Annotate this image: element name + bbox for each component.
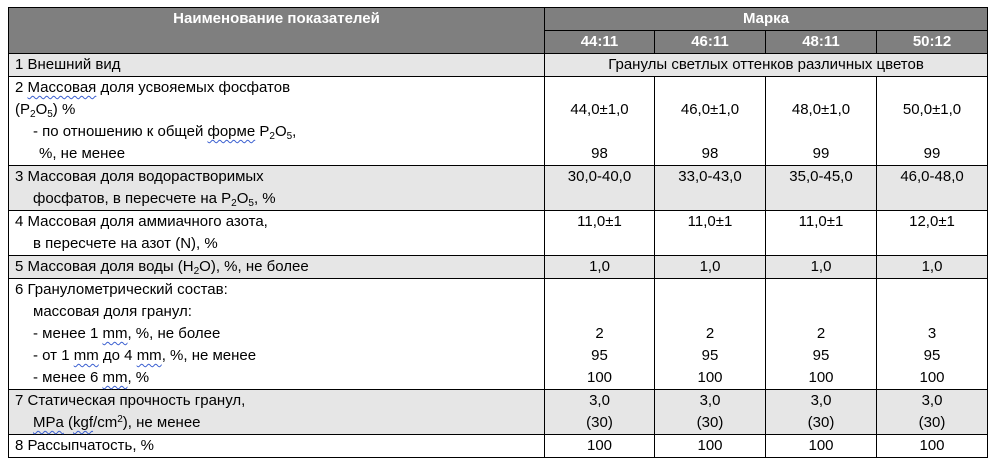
table-row [9, 435, 988, 458]
row-value: 1,0 [766, 256, 877, 279]
row-label: 7 Статическая прочность гранул, MPa $(kgf/cm^2)$, не менее [9, 390, 545, 435]
row-value: 44,0±1,0 98 [545, 77, 655, 166]
row-value: 1,0 [655, 256, 766, 279]
row-label: 6 Гранулометрический состав: массовая доля гранул: - менее 1 mm, %, не более - от 1 mm до 4 mm, %, не менее - менее 6 mm, % [9, 279, 545, 390]
row-value: 2 95 100 [766, 279, 877, 390]
row-value: 33,0-43,0 [655, 166, 766, 211]
row-label: 1 Внешний вид [9, 54, 545, 77]
grade-header: 48:11 [766, 31, 877, 54]
row-value: 48,0±1,0 99 [766, 77, 877, 166]
row-value: 50,0±1,0 99 [877, 77, 988, 166]
header-row-1 [9, 8, 988, 31]
row-label: 8 Рассыпчатость, % [9, 435, 545, 458]
row-value: 1,0 [877, 256, 988, 279]
row-value: 3,0 (30) [655, 390, 766, 435]
row-value: 35,0-45,0 [766, 166, 877, 211]
row-label: 3 Массовая доля водорастворимых фосфатов, в пересчете на $P_2O_5$, % [9, 166, 545, 211]
grade-header: 44:11 [545, 31, 655, 54]
row-value: 2 95 100 [655, 279, 766, 390]
table-row [9, 390, 988, 435]
row-value: 100 [545, 435, 655, 458]
row-value: 46,0±1,0 98 [655, 77, 766, 166]
table-row [9, 256, 988, 279]
row-value: 3 95 100 [877, 279, 988, 390]
row-value: 3,0 (30) [545, 390, 655, 435]
row-value: 30,0-40,0 [545, 166, 655, 211]
row-label: 5 Массовая доля воды $(H_2O)$, %, не более [9, 256, 545, 279]
table-row [9, 279, 988, 390]
row-value: 11,0±1 [545, 211, 655, 256]
table-row [9, 54, 988, 77]
specification-table [8, 7, 988, 458]
row-value: 100 [877, 435, 988, 458]
row-label: 4 Массовая доля аммиачного азота, в пересчете на азот (N), % [9, 211, 545, 256]
grade-header: 46:11 [655, 31, 766, 54]
row-value: 46,0-48,0 [877, 166, 988, 211]
row-value: 11,0±1 [766, 211, 877, 256]
indicator-column-header: Наименование показателей [9, 8, 545, 54]
grade-header: 50:12 [877, 31, 988, 54]
row-value: Гранулы светлых оттенков различных цветов [545, 54, 988, 77]
row-value: 11,0±1 [655, 211, 766, 256]
row-value: 3,0 (30) [877, 390, 988, 435]
marka-header: Марка [545, 8, 988, 31]
row-label: 2 Массовая доля усвояемых фосфатов $(P_2O_5)$ % - по отношению к общей форме $P_2O_5$, %, не менее [9, 77, 545, 166]
table-row [9, 77, 988, 166]
row-value: 3,0 (30) [766, 390, 877, 435]
row-value: 100 [655, 435, 766, 458]
row-value: 2 95 100 [545, 279, 655, 390]
row-value: 100 [766, 435, 877, 458]
table-row [9, 166, 988, 211]
row-value: 1,0 [545, 256, 655, 279]
table-row [9, 211, 988, 256]
row-value: 12,0±1 [877, 211, 988, 256]
